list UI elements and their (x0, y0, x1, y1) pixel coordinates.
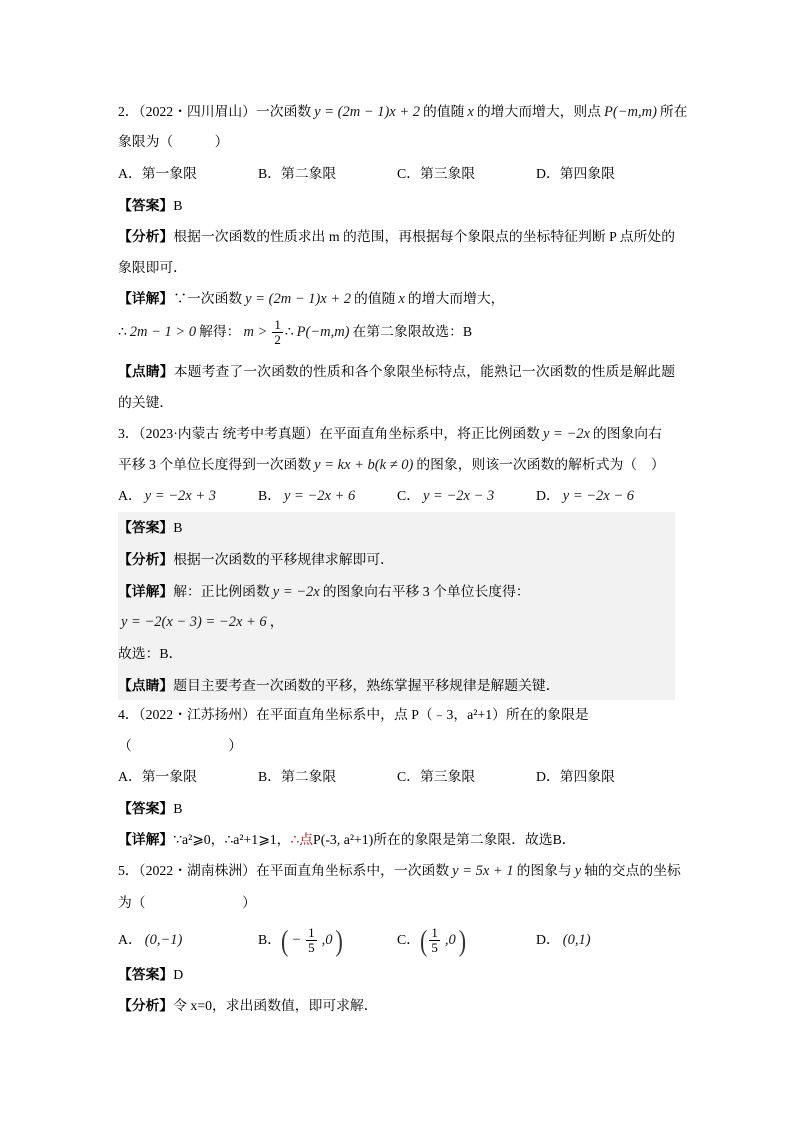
detail-text: 解：正比例函数 (173, 584, 270, 599)
q3-stem-line1 (118, 423, 662, 445)
option-text: 第三象限 (420, 769, 476, 784)
stem-text: 所在 (659, 104, 688, 119)
option-label: C． (397, 488, 420, 503)
option-text: 第一象限 (141, 166, 197, 181)
option-a (118, 766, 197, 788)
q3-analysis (118, 549, 394, 571)
question-number: 2． (118, 104, 139, 119)
option-label: D． (536, 488, 560, 503)
stem-text: 的图象，则该一次函数的解析式为（ ） (416, 457, 665, 472)
q4-answer (118, 798, 182, 820)
option-label: B． (258, 932, 281, 947)
detail-label: 【详解】 (118, 291, 174, 306)
option-text: 第二象限 (281, 769, 337, 784)
analysis-text: 象限即可． (118, 260, 187, 275)
stem-text: 的增大而增大，则点 (476, 104, 602, 119)
option-a (118, 485, 219, 507)
question-source: （2023·内蒙古 统考中考真题） (138, 426, 320, 441)
stem-text: 为（ ） (118, 895, 256, 910)
math-expression: y = −2(x − 3) = −2x + 6 (121, 614, 267, 630)
comment-text: 本题考查了一次函数的性质和各个象限坐标特点，能熟记一次函数的性质是解此题 (173, 364, 676, 379)
stem-text: 轴的交点的坐标 (584, 863, 681, 878)
option-label: A． (118, 166, 142, 181)
option-d (536, 766, 615, 788)
q2-stem-line2 (118, 131, 228, 153)
analysis-label: 【分析】 (118, 552, 174, 567)
option-math: (0,−1) (144, 932, 183, 948)
answer-label: 【答案】 (118, 198, 174, 213)
detail-text: 的值随 (354, 291, 396, 306)
math-expression: y = 5x + 1 (452, 863, 514, 879)
answer-value: B (173, 198, 183, 213)
analysis-text: 根据一次函数的平移规律求解即可． (173, 552, 394, 567)
option-c (397, 485, 497, 507)
math-expression: y = (2m − 1)x + 2 (245, 291, 352, 307)
option-label: B． (258, 488, 281, 503)
q2-answer (118, 195, 182, 217)
option-text: 第三象限 (420, 166, 476, 181)
fraction-denominator: 5 (431, 940, 438, 956)
q2-stem-line1 (118, 101, 688, 123)
q2-detail-line1 (118, 288, 504, 310)
answer-value: B (173, 801, 183, 816)
q5-stem-line2 (118, 892, 256, 914)
fraction (272, 318, 283, 348)
fraction (306, 926, 317, 956)
q4-options (118, 766, 675, 788)
answer-label: 【答案】 (118, 801, 174, 816)
left-paren: ( (281, 923, 289, 958)
q5-stem-line1 (118, 860, 681, 882)
analysis-text: 令 x=0，求出函数值，即可求解． (173, 998, 378, 1013)
q2-analysis-line2 (118, 257, 187, 279)
option-b (258, 485, 358, 507)
option-label: C． (397, 769, 420, 784)
stem-text: 的图象向右 (592, 426, 662, 441)
option-d (536, 485, 637, 507)
answer-value: B (173, 520, 183, 535)
option-b (258, 163, 336, 185)
option-label: A． (118, 488, 142, 503)
comment-text: 题目主要考查一次函数的平移，熟练掌握平移规律是解题关键． (173, 678, 560, 693)
q4-stem-line1 (118, 704, 589, 726)
q4-stem-line2 (118, 735, 242, 757)
option-text: 第一象限 (141, 769, 197, 784)
option-d (536, 920, 594, 960)
option-c (397, 766, 475, 788)
q2-comment-line1 (118, 361, 675, 383)
detail-text: 的图象向右平移 3 个单位长度得： (322, 584, 530, 599)
highlight-box (118, 512, 675, 700)
math-expression: y = −2x (542, 426, 590, 442)
option-label: D． (536, 932, 560, 947)
option-a (118, 163, 197, 185)
math-inequality: m > (243, 324, 268, 340)
therefore-symbol: ∴ (118, 324, 127, 339)
detail-text: 故选：B． (118, 646, 183, 661)
stem-text: 的值随 (423, 104, 465, 119)
option-label: B． (258, 769, 281, 784)
detail-text: ∵a²⩾0，∴a²+1⩾1， (173, 832, 291, 847)
option-label: A． (118, 769, 142, 784)
option-label: B． (258, 166, 281, 181)
q5-options (118, 920, 675, 960)
comment-label: 【点睛】 (118, 678, 174, 693)
option-label: D． (536, 166, 560, 181)
stem-text: （ ） (118, 738, 243, 753)
comment-text: 的关键． (118, 395, 174, 410)
option-text: 第四象限 (559, 166, 615, 181)
answer-label: 【答案】 (118, 520, 174, 535)
stem-text: 的图象与 (516, 863, 572, 878)
option-math: (0,1) (562, 932, 591, 948)
option-text: 第四象限 (559, 769, 615, 784)
right-paren: ) (335, 923, 343, 958)
q3-detail-line3 (118, 643, 182, 665)
option-label: C． (397, 932, 420, 947)
option-math: y = −2x − 3 (423, 488, 495, 504)
minus-sign: − (291, 932, 302, 948)
question-source: （2022・江苏扬州） (138, 707, 256, 722)
option-label: D． (536, 769, 560, 784)
math-expression: y = kx + b(k ≠ 0) (314, 457, 414, 473)
q5-answer (118, 964, 183, 986)
analysis-text: 根据一次函数的性质求出 m 的范围，再根据每个象限点的坐标特征判断 P 点所处的 (173, 229, 676, 244)
math-expression: y = −2x (272, 584, 320, 600)
fraction-denominator: 5 (308, 940, 315, 956)
detail-text: P(-3, a²+1)所在的象限是第二象限．故选B． (313, 832, 576, 847)
comment-label: 【点睛】 (118, 364, 174, 379)
stem-text: 象限为（ ） (118, 134, 229, 149)
answer-value: D (173, 967, 184, 982)
stem-text: 在平面直角坐标系中，点 P（﹣3，a²+1）所在的象限是 (255, 707, 589, 722)
option-a (118, 920, 185, 960)
math-expression: y = (2m − 1)x + 2 (314, 104, 421, 120)
option-c (397, 920, 466, 960)
option-math: y = −2x − 6 (562, 488, 634, 504)
math-variable: x (398, 291, 405, 307)
option-label: A． (118, 932, 142, 947)
stem-text: 一次函数 (255, 104, 312, 119)
detail-text: ， (269, 614, 284, 629)
stem-text: 平移 3 个单位长度得到一次函数 (118, 457, 312, 472)
question-number: 4． (118, 707, 139, 722)
option-math: y = −2x + 6 (284, 488, 356, 504)
option-d (536, 163, 615, 185)
fraction-numerator: 1 (308, 925, 315, 941)
question-source: （2022・湖南株洲） (138, 863, 256, 878)
stem-text: 在平面直角坐标系中，一次函数 (255, 863, 450, 878)
stem-text: 在平面直角坐标系中，将正比例函数 (319, 426, 540, 441)
fraction-denominator: 2 (274, 332, 281, 348)
detail-text: 在第二象限故选：B (352, 324, 473, 339)
q3-detail-line2 (118, 611, 283, 633)
q3-detail-line1 (118, 581, 530, 603)
math-variable: x (467, 104, 474, 120)
question-number: 5． (118, 863, 139, 878)
q5-analysis (118, 995, 378, 1017)
q3-answer (118, 517, 182, 539)
q2-analysis-line1 (118, 226, 675, 248)
question-number: 3． (118, 426, 139, 441)
math-inequality: 2m − 1 > 0 (129, 324, 197, 340)
q3-options (118, 485, 675, 507)
math-point: P(−m,m) (296, 324, 350, 340)
analysis-label: 【分析】 (118, 229, 174, 244)
q4-detail (118, 829, 576, 851)
detail-text: 解得： (199, 324, 241, 339)
question-source: （2022・四川眉山） (138, 104, 256, 119)
q2-comment-line2 (118, 392, 173, 414)
right-paren: ) (458, 923, 467, 958)
detail-text: ∵一次函数 (173, 291, 243, 306)
detail-label: 【详解】 (118, 832, 174, 847)
option-math: ,0 (321, 932, 333, 948)
q2-options (118, 163, 675, 185)
answer-label: 【答案】 (118, 967, 174, 982)
detail-label: 【详解】 (118, 584, 174, 599)
fraction (429, 926, 440, 956)
option-math: ,0 (444, 932, 456, 948)
option-b (258, 920, 343, 960)
detail-text: 的增大而增大， (407, 291, 505, 306)
fraction-numerator: 1 (431, 925, 438, 941)
therefore-symbol: ∴ (284, 324, 294, 339)
option-b (258, 766, 336, 788)
option-c (397, 163, 475, 185)
q2-detail-line2 (118, 312, 472, 352)
q3-comment (118, 675, 560, 697)
analysis-label: 【分析】 (118, 998, 174, 1013)
detail-highlight: ∴点 (290, 832, 314, 847)
option-label: C． (397, 166, 420, 181)
fraction-numerator: 1 (274, 317, 281, 333)
math-variable: y (574, 863, 582, 879)
math-point: P(−m,m) (604, 104, 657, 120)
option-text: 第二象限 (281, 166, 337, 181)
option-math: y = −2x + 3 (144, 488, 216, 504)
left-paren: ( (420, 923, 428, 958)
q3-stem-line2 (118, 454, 665, 476)
